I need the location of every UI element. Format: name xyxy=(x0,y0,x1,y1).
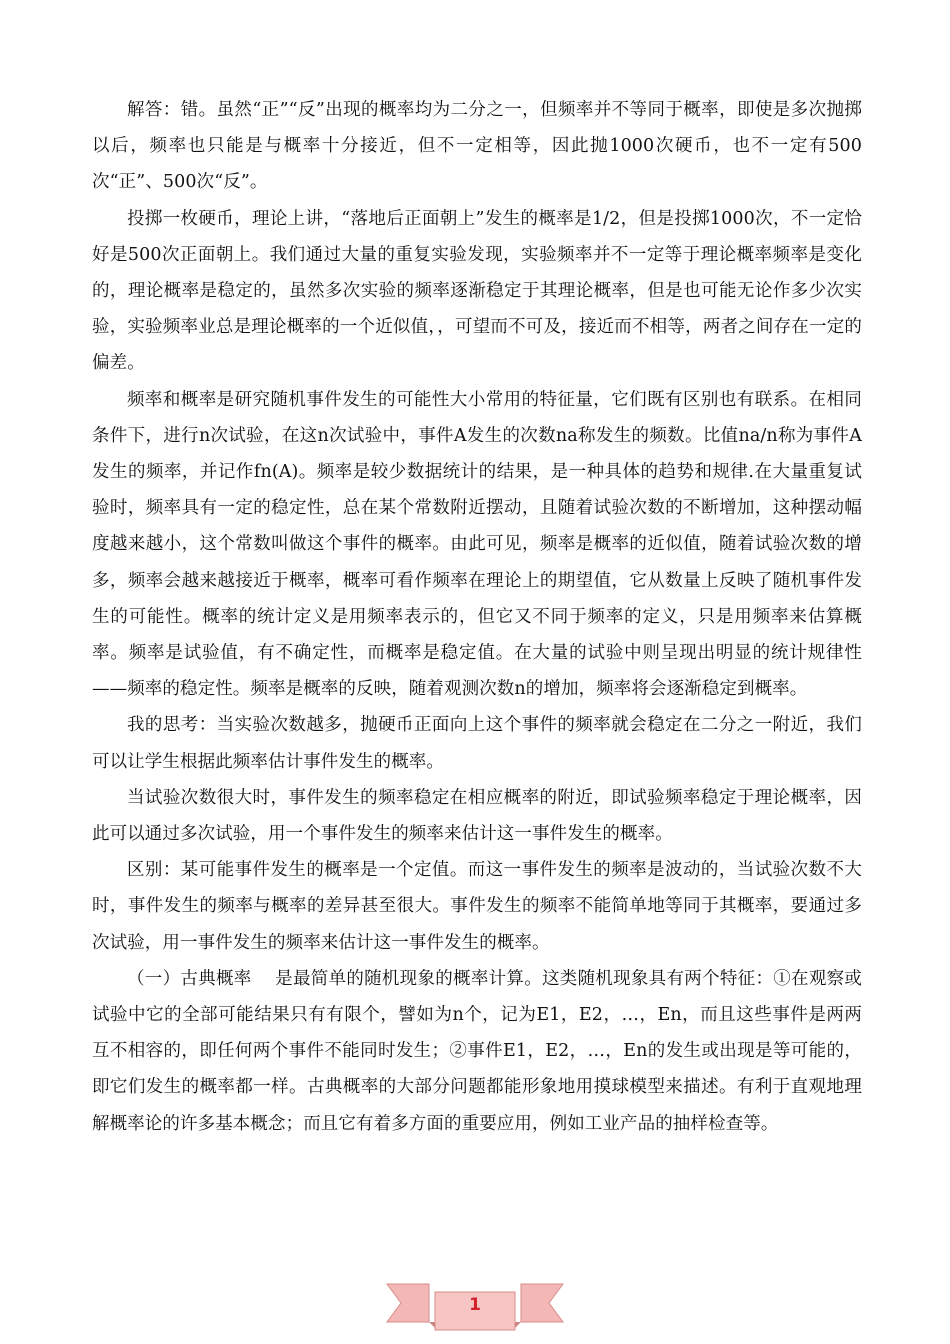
paragraph-frequency-probability: 频率和概率是研究随机事件发生的可能性大小常用的特征量，它们既有区别也有联系。在相同条件下，进行n次试验，在这n次试验中，事件A发生的次数na称发生的频数。比值na/n称为事件A发生的频率，并记作fn(A)。频率是较少数据统计的结果，是一种具体的趋势和规律.在大量重复试验时，频率具有一定的稳定性，总在某个常数附近摆动，且随着试验次数的不断增加，这种摆动幅度越来越小，这个常数叫做这个事件的概率。由此可见，频率是概率的近似值，随着试验次数的增多，频率会越来越接近于概率，概率可看作频率在理论上的期望值，它从数量上反映了随机事件发生的可能性。概率的统计定义是用频率表示的，但它又不同于频率的定义，只是用频率来估算概率。频率是试验值，有不确定性，而概率是稳定值。在大量的试验中则呈现出明显的统计规律性——频率的稳定性。频率是概率的反映，随着观测次数n的增加，频率将会逐渐稳定到概率。 xyxy=(92,389,862,700)
paragraph-coin-toss: 投掷一枚硬币，理论上讲，“落地后正面朝上”发生的概率是1/2，但是投掷1000次，不一定恰好是500次正面朝上。我们通过大量的重复实验发现，实验频率并不一定等于理论概率频率是变化的，理论概率是稳定的，虽然多次实验的频率逐渐稳定于其理论概率，但是也可能无论作多少次实验，实验频率业总是理论概率的一个近似值，，可望而不可及，接近而不相等，两者之间存在一定的偏差。 xyxy=(92,208,862,374)
page-number: 1 xyxy=(469,1295,481,1315)
paragraph-my-thoughts: 我的思考：当实验次数越多，抛硬币正面向上这个事件的频率就会稳定在二分之一附近，我们可以让学生根据此频率估计事件发生的概率。 xyxy=(92,715,862,772)
document-body xyxy=(92,92,862,1142)
paragraph-classical-probability: （一）古典概率 是最简单的随机现象的概率计算。这类随机现象具有两个特征：①在观察或试验中它的全部可能结果只有有限个，譬如为n个，记为E1，E2，…，En，而且这些事件是两两互不相容的，即任何两个事件不能同时发生；②事件E1，E2，…，En的发生或出现是等可能的，即它们发生的概率都一样。古典概率的大部分问题都能形象地用摸球模型来描述。有利于直观地理解概率论的许多基本概念；而且它有着多方面的重要应用，例如工业产品的抽样检查等。 xyxy=(92,968,862,1134)
paragraph-difference: 区别：某可能事件发生的概率是一个定值。而这一事件发生的频率是波动的，当试验次数不大时，事件发生的频率与概率的差异甚至很大。事件发生的频率不能简单地等同于其概率，要通过多次试验，用一事件发生的频率来估计这一事件发生的概率。 xyxy=(92,860,862,953)
paragraph-answer: 解答：错。虽然“正”“反”出现的概率均为二分之一，但频率并不等同于概率，即使是多次抛掷以后，频率也只能是与概率十分接近，但不一定相等，因此抛1000次硬币，也不一定有500次“正”、500次“反”。 xyxy=(92,100,862,193)
paragraph-large-trials: 当试验次数很大时，事件发生的频率稳定在相应概率的附近，即试验频率稳定于理论概率，因此可以通过多次试验，用一个事件发生的频率来估计这一事件发生的概率。 xyxy=(92,787,862,845)
